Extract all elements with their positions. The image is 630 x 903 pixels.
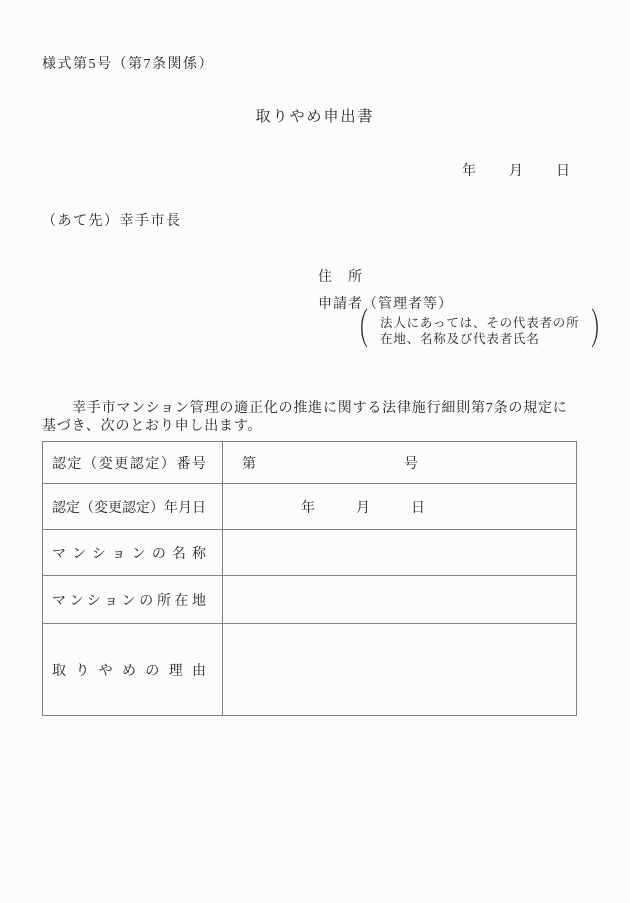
number-suffix-label: 号 (404, 456, 418, 472)
body-paragraph-line1: 幸手市マンション管理の適正化の推進に関する法律施行細則第7条の規定に (72, 401, 568, 416)
number-prefix-label: 第 (242, 456, 256, 472)
date-line (462, 160, 570, 180)
label-cell-certification-number (43, 442, 223, 483)
value-cell-certification-number (223, 442, 576, 483)
cancellation-reason-label: 取りやめの理由 (52, 663, 206, 679)
body-paragraph-line2: 基づき、次のとおり申し出ます。 (42, 418, 263, 434)
label-cell-mansion-location (43, 576, 223, 623)
right-bracket-glyph: ） (590, 308, 612, 354)
corporation-note-line2: 在地、名称及び代表者氏名 (380, 332, 540, 346)
table-row-certification-number (43, 442, 576, 483)
applicant-name-label: 申請者（管理者等） (318, 297, 453, 312)
value-cell-mansion-name (223, 530, 576, 575)
form-number-label: 様式第5号（第7条関係） (42, 57, 214, 72)
applicant-address-label: 住 所 (318, 270, 363, 285)
value-cell-cancellation-reason (223, 624, 576, 715)
mansion-name-label: マンションの名称 (52, 546, 206, 562)
date-day-label: 日 (556, 164, 570, 179)
date-year-label: 年 (462, 164, 476, 179)
label-cell-cancellation-reason (43, 624, 223, 715)
corporation-note (337, 309, 622, 353)
addressee-label: （あて先）幸手市長 (42, 214, 182, 229)
body-paragraph (42, 400, 582, 435)
label-cell-mansion-name (43, 530, 223, 575)
cell-date-day-label: 日 (411, 500, 425, 516)
label-cell-certification-date (43, 484, 223, 529)
document-title: 取りやめ申出書 (255, 109, 375, 125)
value-cell-mansion-location (223, 576, 576, 623)
cell-date-year-label: 年 (301, 500, 315, 516)
mansion-location-label: マンションの所在地 (52, 593, 206, 609)
certification-number-label: 認定（変更認定）番号 (52, 456, 206, 472)
corporation-note-line1: 法人にあっては、その代表者の所 (380, 315, 580, 330)
cell-date-month-label: 月 (356, 500, 370, 516)
application-table (42, 441, 577, 716)
date-month-label: 月 (509, 164, 523, 179)
certification-date-label: 認定（変更認定）年月日 (52, 500, 206, 516)
corporation-note-text (380, 315, 579, 348)
left-bracket-glyph: （ (347, 308, 369, 354)
table-row-mansion-location (43, 575, 576, 623)
table-row-cancellation-reason (43, 623, 576, 715)
table-row-mansion-name (43, 529, 576, 575)
table-row-certification-date (43, 483, 576, 529)
value-cell-certification-date (223, 484, 576, 529)
